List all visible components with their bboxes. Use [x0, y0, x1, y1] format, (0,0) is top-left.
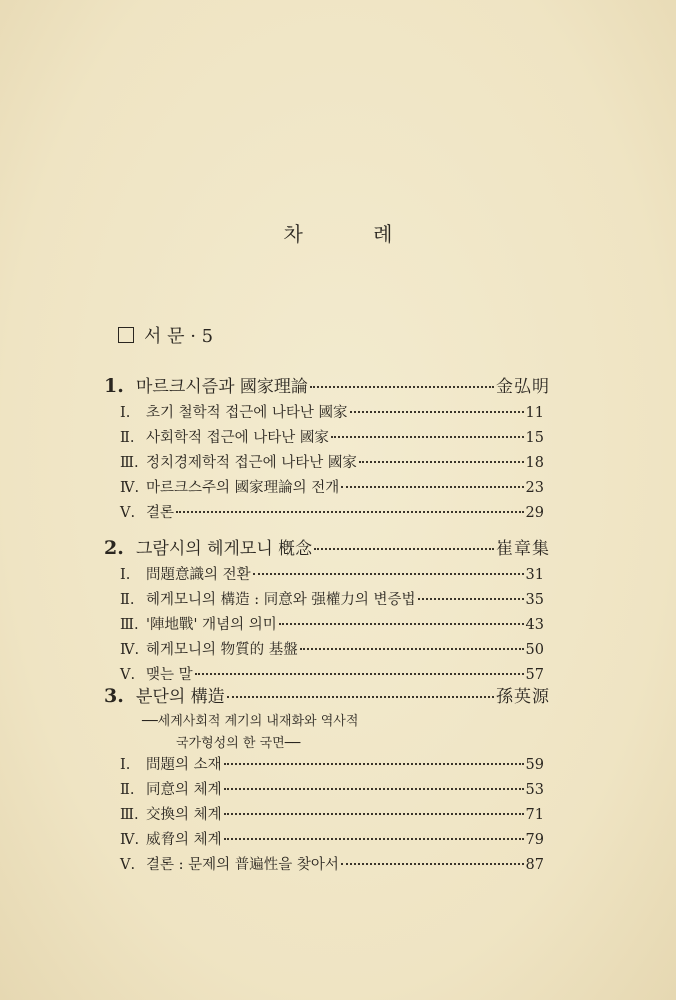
dot-leader — [224, 763, 524, 765]
item-number: Ⅰ. — [120, 405, 131, 421]
item-label: 결론 : 문제의 普遍性을 찾아서 — [146, 857, 339, 873]
square-bullet-icon — [118, 327, 134, 343]
item-page: 57 — [525, 667, 544, 683]
item-number: Ⅲ. — [120, 807, 139, 823]
toc-title: 차 례 — [283, 222, 425, 246]
dot-leader — [341, 863, 524, 865]
dot-leader — [314, 548, 494, 550]
toc-item — [120, 803, 544, 824]
toc-item — [120, 778, 544, 799]
preface-entry — [118, 322, 213, 348]
dot-leader — [224, 813, 524, 815]
part-subtitle-line-2: 국가형성의 한 국면── — [176, 736, 301, 751]
dot-leader — [224, 838, 524, 840]
item-label: 問題意識의 전환 — [146, 567, 251, 583]
dot-leader — [279, 623, 524, 625]
toc-item — [120, 753, 544, 774]
toc-item — [120, 501, 544, 522]
part-2-entry — [104, 534, 550, 559]
item-label: 交換의 체계 — [146, 807, 222, 823]
item-page: 15 — [525, 430, 544, 446]
item-label: '陣地戰' 개념의 의미 — [146, 617, 277, 633]
item-page: 43 — [525, 617, 544, 633]
dot-leader — [341, 486, 523, 488]
dot-leader — [418, 598, 524, 600]
item-number: Ⅳ. — [120, 832, 140, 848]
part-author: 金弘明 — [496, 377, 550, 397]
item-number: Ⅱ. — [120, 782, 135, 798]
toc-item — [120, 401, 544, 422]
item-label: 問題의 소재 — [146, 757, 222, 773]
item-page: 50 — [525, 642, 544, 658]
item-label: 同意의 체계 — [146, 782, 222, 798]
item-page: 53 — [525, 782, 544, 798]
item-number: Ⅴ. — [120, 857, 136, 873]
item-page: 23 — [525, 480, 544, 496]
item-number: Ⅱ. — [120, 592, 135, 608]
dot-leader — [310, 386, 494, 388]
item-number: Ⅲ. — [120, 617, 139, 633]
toc-item — [120, 853, 544, 874]
toc-item — [120, 476, 544, 497]
toc-item — [120, 563, 544, 584]
item-label: 결론 — [146, 505, 175, 521]
item-page: 18 — [525, 455, 544, 471]
item-number: Ⅲ. — [120, 455, 139, 471]
part-1-entry — [104, 372, 550, 397]
part-title: 마르크시즘과 國家理論 — [136, 377, 308, 397]
item-page: 11 — [525, 405, 544, 421]
part-title: 분단의 構造 — [136, 687, 225, 707]
part-3-entry — [104, 682, 550, 707]
toc-item — [120, 588, 544, 609]
item-label: 정치경제학적 접근에 나타난 國家 — [146, 455, 357, 471]
item-number: Ⅱ. — [120, 430, 135, 446]
toc-item — [120, 613, 544, 634]
dot-leader — [176, 511, 524, 513]
item-number: Ⅳ. — [120, 642, 140, 658]
toc-item — [120, 638, 544, 659]
item-label: 맺는 말 — [146, 667, 193, 683]
dot-leader — [350, 411, 524, 413]
toc-item — [120, 451, 544, 472]
item-label: 사회학적 접근에 나타난 國家 — [146, 430, 329, 446]
item-page: 59 — [525, 757, 544, 773]
dot-leader — [331, 436, 524, 438]
dot-leader — [300, 648, 524, 650]
toc-item — [120, 426, 544, 447]
part-number: 1. — [104, 375, 124, 397]
item-number: Ⅰ. — [120, 757, 131, 773]
part-number: 2. — [104, 537, 124, 559]
item-label: 헤게모니의 構造 : 同意와 强權力의 변증법 — [146, 592, 416, 608]
part-number: 3. — [104, 685, 124, 707]
item-number: Ⅰ. — [120, 567, 131, 583]
item-label: 마르크스주의 國家理論의 전개 — [146, 480, 340, 496]
dot-leader — [224, 788, 524, 790]
part-title: 그람시의 헤게모니 槪念 — [136, 539, 313, 559]
dot-leader — [253, 573, 524, 575]
part-subtitle-line-1: ──세계사회적 계기의 내재화와 역사적 — [142, 714, 359, 729]
item-label: 초기 철학적 접근에 나타난 國家 — [146, 405, 348, 421]
toc-item — [120, 663, 544, 684]
item-number: Ⅴ. — [120, 505, 136, 521]
part-author: 孫英源 — [496, 687, 550, 707]
item-page: 87 — [525, 857, 544, 873]
item-label: 威脅의 체계 — [146, 832, 222, 848]
dot-leader — [227, 696, 494, 698]
item-label: 헤게모니의 物質的 基盤 — [146, 642, 298, 658]
item-page: 79 — [525, 832, 544, 848]
dot-leader — [359, 461, 524, 463]
item-number: Ⅴ. — [120, 667, 136, 683]
item-page: 29 — [525, 505, 544, 521]
item-page: 31 — [525, 567, 544, 583]
part-author: 崔章集 — [496, 539, 550, 559]
dot-leader — [195, 673, 524, 675]
preface-label: 서 문 · 5 — [144, 326, 214, 347]
item-number: Ⅳ. — [120, 480, 140, 496]
toc-item — [120, 828, 544, 849]
item-page: 35 — [525, 592, 544, 608]
item-page: 71 — [525, 807, 544, 823]
